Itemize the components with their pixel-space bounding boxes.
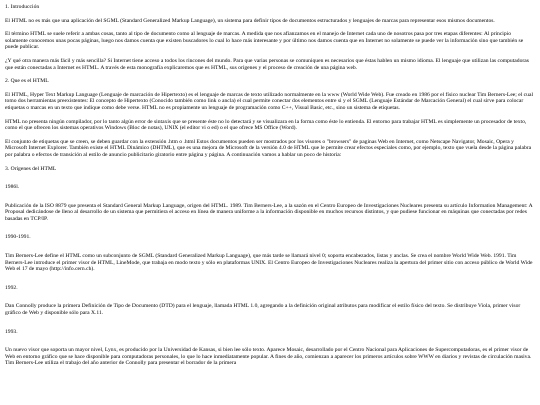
section-heading-introduccion: 1. Introducción <box>5 4 40 10</box>
paragraph: HTML no presenta ningún compilador, por lo tanto algún error de sintaxis que se presente éste no lo detectará y se visualizara en la forma como éste lo entienda. El entorno para trabajar HTML es simplemente un procesador de texto, como el que ofrecen los sistemas operativos Windows (Bloc de notas), UNIX (el editor vi o ed) o el que ofrece MS Office (Word). <box>5 118 527 132</box>
paragraph: El HTML, Hyper Text Markup Language (Lenguaje de marcación de Hipertexto) es el lenguaje de marcas de texto utilizado normalmente en la www (World Wide Web). Fue creado en 1986 por el físico nuclear Tim Berners-Lee; el cual tomo dos herramientas preexistentes: El concepto de Hipertexto (Conocido también como link o ancla) el cual permite conectar dos elementos entre si y el SGML (Lenguaje Estándar de Marcación General) el cual sirve para colocar etiquetas o marcas en un texto que indique como debe verse. HTML no es propiamente un lenguaje de programación como C++, Visual Basic, etc., sino un sistema de etiquetas. <box>5 91 533 111</box>
paragraph: Publicación de la ISO 8879 que presenta el Standard General Markup Language, origen del HTML. 1989. Tim Berners-Lee, a la sazón en el Centro Europeo de Investigaciones Nucleares presenta su artículo Information Management: A Proposal dedicándose de lleno al desarrollo de un sistema que permitiera el acceso en línea de manera uniforme a la información disponible en muchos recursos distintos, y que pudiese funcionar en máquinas que conectadas por redes basadas en TCP/IP. <box>5 202 533 222</box>
paragraph: Un nuevo visor que soporta un mayor nivel, Lynx, es producido por la Universidad de Kansas, si bien lee sólo texto. Aparece Mosaic, desarrollado por el Centro Nacional para Aplicaciones de Supercomputadoras, es el primer visor de Web en entorno gráfico que se hace disponible para computadoras personales, lo que lo hace inmediatamente popular. A fines de año, comienzan a aparecer los primeros artículos sobre WWW en diarios y revistas de circulación masiva. Tim Berners-Lee utiliza el trabajo del año anterior de Connolly para presentar el borrador de la primera <box>5 347 532 367</box>
section-heading-origenes: 3. Orígenes del HTML <box>5 165 57 172</box>
year-label: 1990-1991. <box>5 234 31 241</box>
paragraph: El término HTML se suele referir a ambas cosas, tanto al tipo de documento como al lenguaje de marcas. A medida que nos afianzamos en el manejo de Internet cada uno de nosotros pasa por tres etapas diferentes: Al principio solamente conocemos unas pocas páginas, luego nos damos cuenta que existen buscadores lo cual lo hace más interesante y por último nos damos cuenta que en Internet no solamente se puede ver la información sino que también se puede publicar. <box>5 31 524 51</box>
year-label: 1993. <box>5 328 18 335</box>
paragraph: Tim Berners-Lee define el HTML como un subconjunto de SGML (Standard Generalized Markup Language), que más tarde se llamará nivel 0; soporta encabezados, listas y anclas. Se crea el nombre World Wide Web. 1991. Tim Berners-Lee introduce el primer visor de HTML, LineMode, que trabaja en modo texto y sólo en plataformas UNIX. El Centro Europeo de Investigaciones Nucleares realiza la apertura del primer sitio con acceso público de World Wide Web el 17 de mayo (http://info.cern.ch). <box>5 253 533 273</box>
paragraph: El conjunto de etiquetas que se creen, se deben guardar con la extensión .htm o .html Estos documentos pueden ser mostrados por los visores o "browsers" de paginas Web en Internet, como Netscape Navigator, Mosaic, Opera y Microsoft Internet Explorer. También existe el HTML Dinámico (DHTML), que es una mejora de Microsoft de la versión 4.0 de HTML que le permite crear efectos especiales como, por ejemplo, texto que vuela desde la página palabra por palabra o efectos de transición al estilo de anuncio publicitario giratorio entre página y página. A continuación vamos a hablar un poco de historia: <box>5 138 532 158</box>
paragraph: ¿Y qué otra manera más fácil y más sencilla? Si Internet tiene acceso a todos los rincones del mundo. Para que varias personas se comuniquen es necesarios que éstas hablen un mismo idioma. El lenguaje que utilizan las computadoras que están conectadas a Internet es HTML. A través de esta monografía explicaremos que es HTML, sus orígenes y el proceso de creación de una página web. <box>5 57 529 71</box>
paragraph: El HTML no es más que una aplicación del SGML (Standard Generalized Markup Language), un sistema para definir tipos de documentos estructurados y lenguajes de marcas para representar esos mismos documentos. <box>5 17 495 24</box>
year-label: 1986l. <box>5 184 20 191</box>
paragraph: Dan Connolly produce la primera Definición de Tipo de Documento (DTD) para el lenguaje, llamada HTML 1.0, agregando a la definición original atributos para modificar el estilo físico del texto. Se distribuye Viola, primer visor gráfico de Web y disponible sólo para X.11. <box>5 303 521 317</box>
year-label: 1992. <box>5 284 18 291</box>
section-heading-que-es-html: 2. Que es el HTML <box>5 78 49 85</box>
